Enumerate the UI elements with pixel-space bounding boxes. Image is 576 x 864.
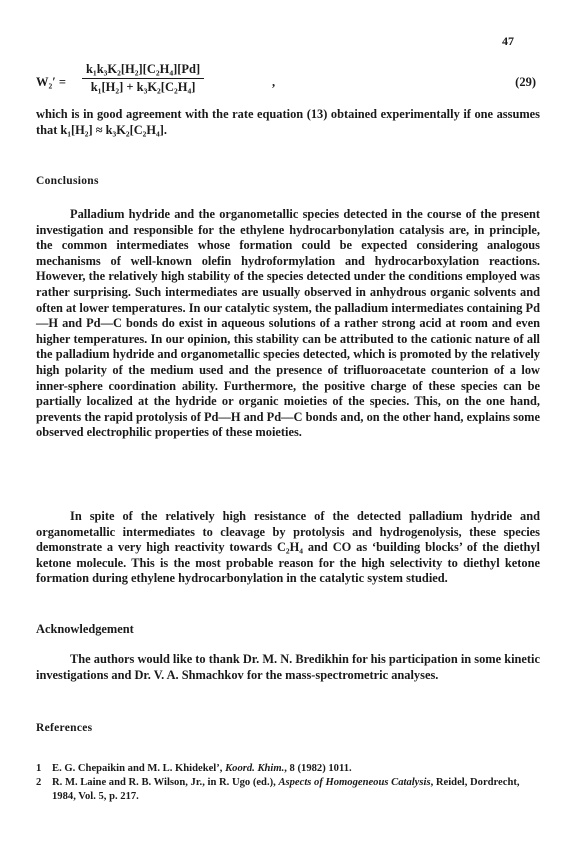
reference-number: 2 xyxy=(36,777,42,788)
reference-journal: Aspects of Homogeneous Catalysis xyxy=(278,777,431,788)
reference-item xyxy=(36,776,540,804)
equation-comma: , xyxy=(272,75,276,89)
references-heading: References xyxy=(36,722,93,734)
reference-details: , Reidel, Dordrecht, 1984, Vol. 5, p. 217. xyxy=(52,777,520,802)
reference-number: 1 xyxy=(36,763,42,774)
equation-numerator: k₁k₃K₂[H₂][C₂H₄][Pd] xyxy=(86,62,201,76)
page-number: 47 xyxy=(502,34,514,48)
conclusions-paragraph-1: Palladium hydride and the organometallic species detected in the course of the present investigation and responsible for the ethylene hydrocarbonylation catalysis are, in principle, the common intermediates whose formation could be expected considering analogous mechanisms of well-known olefin hydroformylation and hydrocarboxylation reactions. However, the relatively high stability of the species detected under the conditions employed was rather surprising. Such intermediates are usually observed in anhydrous organic solvents and often at lower temperatures. In our catalytic system, the palladium intermediates containing Pd—H and Pd—C bonds do exist in aqueous solutions of a rather strong acid at room and even higher temperatures. In our opinion, this stability can be attributed to the cationic nature of all the palladium hydride and organometallic species detected, which is promoted by the relatively high polarity of the medium used and the presence of trifluoroacetate counterion of a low inner-sphere coordination ability. Furthermore, the positive charge of these species can be partially localized at the hydride or organic moieties of the species. This, on the one hand, prevents the rapid protolysis of Pd—H and Pd—C bonds and, on the other hand, explains some observed electrophilic properties of these moieties. xyxy=(36,207,540,440)
equation-denominator: k₁[H₂] + k₃K₂[C₂H₄] xyxy=(82,78,204,95)
reference-authors: R. M. Laine and R. B. Wilson, Jr., in R. Ugo (ed.), xyxy=(52,777,279,788)
reference-authors: E. G. Chepaikin and M. L. Khidekel’, xyxy=(52,763,226,774)
acknowledgement-heading: Acknowledgement xyxy=(36,622,134,636)
equation-29 xyxy=(36,62,536,102)
acknowledgement-paragraph: The authors would like to thank Dr. M. N. Bredikhin for his participation in some kinetic investigations and Dr. V. A. Shmachkov for the mass-spectrometric analyses. xyxy=(36,652,540,682)
conclusions-heading: Conclusions xyxy=(36,175,99,187)
conclusions-paragraph-2: In spite of the relatively high resistance of the detected palladium hydride and organometallic intermediates to cleavage by protolysis and hydrogenolysis, these species demonstrate a very high reactivity towards C₂H₄ and CO as ‘building blocks’ of the diethyl ketone molecule. This is the most probable reason for the high selectivity to diethyl ketone formation during ethylene hydrocarbonylation in the catalytic system studied. xyxy=(36,509,540,586)
reference-details: , 8 (1982) 1011. xyxy=(284,763,352,774)
reference-item xyxy=(36,762,540,776)
reference-journal: Koord. Khim. xyxy=(225,763,285,774)
equation-number: (29) xyxy=(515,75,536,89)
equation-fraction xyxy=(82,62,204,95)
reference-list xyxy=(36,762,540,804)
intro-paragraph: which is in good agreement with the rate equation (13) obtained experimentally if one assumes that k₁[H₂] ≈ k₃K₂[C₂H₄]. xyxy=(36,107,540,137)
equation-lhs: W₂′ = xyxy=(36,75,67,89)
